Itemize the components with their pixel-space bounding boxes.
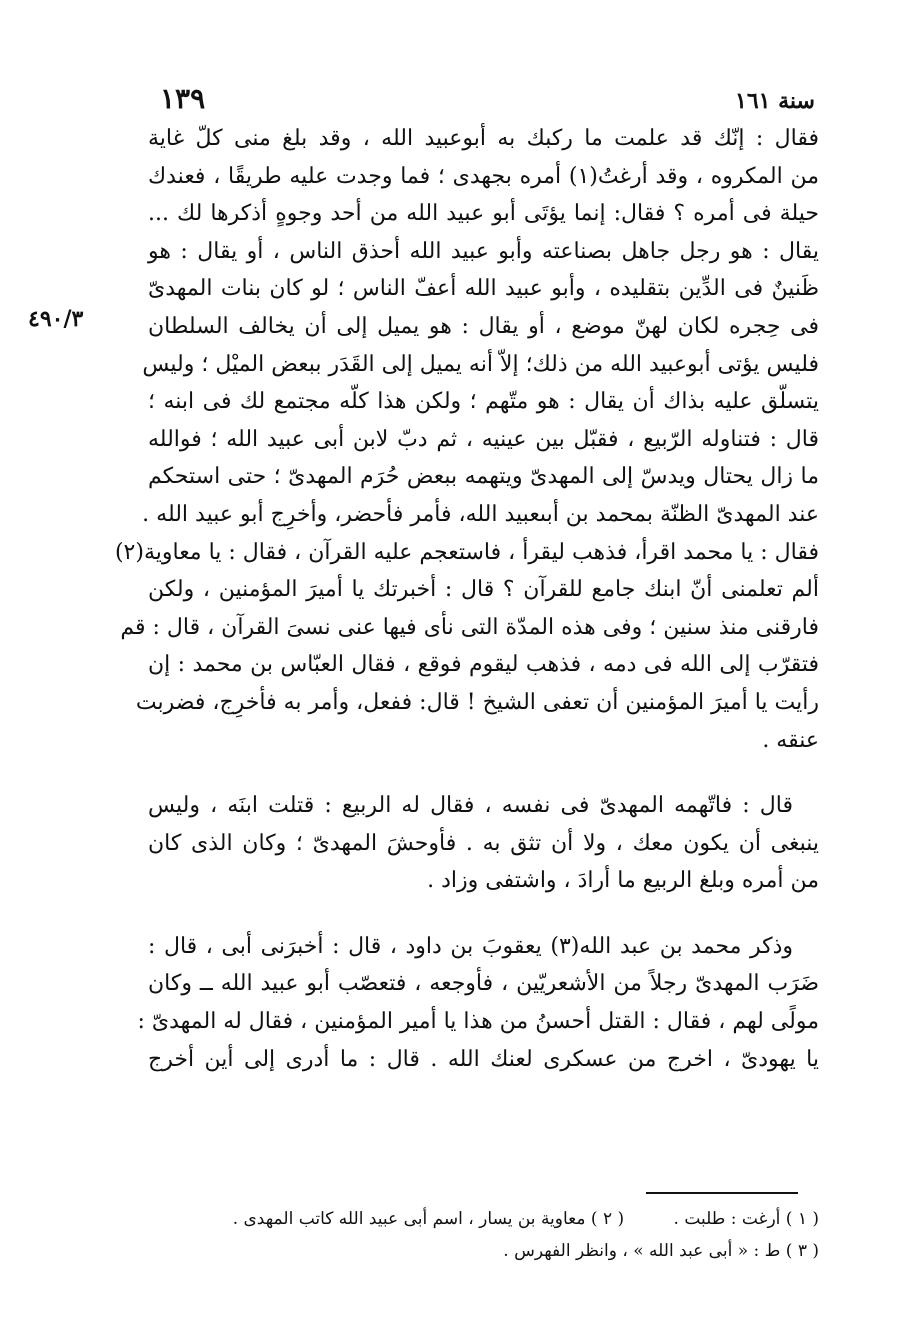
text-line: ألم تعلمنى أنّ ابنك جامع للقرآن ؟ قال : أخبرتك يا أميرَ المؤمنين ، ولكن <box>148 577 819 603</box>
text-line: فى حِجره لكان لهنّ موضع ، أو يقال : هو يميل إلى أن يخالف السلطان <box>148 313 819 339</box>
text-line: فتقرّب إلى الله فى دمه ، فذهب ليقوم فوقع ، فقال العبّاس بن محمد : إن <box>148 652 819 678</box>
text-line: فقال : يا محمد اقرأ، فذهب ليقرأ ، فاستعجم عليه القرآن ، فقال : يا معاوية(٢) <box>114 539 819 565</box>
text-line: عند المهدىّ الظنّة بمحمد بن أبىعبيد الله، فأمر فأحضر، وأخرِج أبو عبيد الله . <box>142 501 819 527</box>
text-line: فارقنى منذ سنين ؛ وفى هذه المدّة التى نأى فيها عنى نسىَ القرآن ، قال : قم <box>120 614 819 640</box>
text-line: قال : فتناوله الرّبيع ، فقبّل بين عينيه ، ثم دبّ لابن أبى عبيد الله ؛ فوالله <box>148 426 819 452</box>
footnote-3: ( ٣ ) ط : « أبى عبد الله » ، وانظر الفهرس . <box>503 1241 819 1261</box>
paragraph-3 <box>137 928 819 1078</box>
text-line: يا يهودىّ ، اخرج من عسكرى لعنك الله . قال : ما أدرى إلى أين أخرج <box>148 1046 819 1072</box>
text-line: من المكروه ، وقد أرغتُ(١) أمره بجهدى ؛ فما وجدت عليه طريقًا ، فعندك <box>148 163 819 189</box>
text-line: فليس يؤتى أبوعبيد الله من ذلك؛ إلاّ أنه يميل إلى القَدَر ببعض الميْل ؛ وليس <box>142 351 819 377</box>
paragraph-2 <box>148 787 819 900</box>
text-line: من أمره وبلغ الربيع ما أرادَ ، واشتفى وزاد . <box>427 868 819 894</box>
text-line: وذكر محمد بن عبد الله(٣) يعقوبَ بن داود ، قال : أخبرَنى أبى ، قال : <box>148 933 794 959</box>
text-line: فقال : إنّك قد علمت ما ركبك به أبوعبيد الله ، وقد بلغ منى كلّ غاية <box>148 126 819 151</box>
margin-reference: ٤٩٠/٣ <box>28 306 84 332</box>
text-line: عنقه . <box>762 727 819 753</box>
main-text <box>114 120 819 1078</box>
text-line: ضَرَب المهدىّ رجلاً من الأشعريّين ، فأوجعه ، فتعصّب أبو عبيد الله ــ وكان <box>148 971 819 997</box>
text-line: يتسلّق عليه بذاك أن يقال : هو متّهم ؛ ولكن هذا كلّه مجتمع لك فى ابنه ؛ <box>148 389 819 415</box>
text-line: حيلة فى أمره ؟ فقال: إنما يؤتَى أبو عبيد الله من أحد وجوهٍ أذكرها لك ... <box>148 201 819 227</box>
footnote-separator <box>646 1192 798 1194</box>
text-line: رأيت يا أميرَ المؤمنين أن تعفى الشيخ ! قال: ففعل، وأمر به فأخرِج، فضربت <box>135 689 819 715</box>
text-line: ما زال يحتال ويدسّ إلى المهدىّ ويتهمه ببعض حُرَم المهدىّ ؛ حتى استحكم <box>148 464 819 490</box>
text-line: قال : فاتّهمه المهدىّ فى نفسه ، فقال له الربيع : قتلت ابنَه ، وليس <box>148 793 793 819</box>
page-header <box>130 82 815 122</box>
text-line: يقال : هو رجل جاهل بصناعته وأبو عبيد الله أحذق الناس ، أو يقال : هو <box>148 238 819 264</box>
running-head-year: سنة ١٦١ <box>735 88 815 114</box>
paragraph-1 <box>114 120 819 759</box>
text-line: مولًى لهم ، فقال : القتل أحسنُ من هذا يا أمير المؤمنين ، فقال له المهدىّ : <box>137 1009 819 1035</box>
footnotes-row-2 <box>148 1238 819 1264</box>
footnote-2: ( ٢ ) معاوية بن يسار ، اسم أبى عبيد الله كاتب المهدى . <box>232 1209 625 1229</box>
footnote-1: ( ١ ) أرغت : طلبت . <box>673 1209 819 1229</box>
page-number: ١٣٩ <box>160 82 206 115</box>
text-line: ينبغى أن يكون معك ، ولا أن تثق به . فأوحشَ المهدىّ ؛ وكان الذى كان <box>148 830 819 856</box>
footnotes-row-1 <box>148 1206 819 1232</box>
text-line: ظَنينٌ فى الدِّين بتقليده ، وأبو عبيد الله أعفّ الناس ؛ لو كان بنات المهدىّ <box>148 276 819 302</box>
